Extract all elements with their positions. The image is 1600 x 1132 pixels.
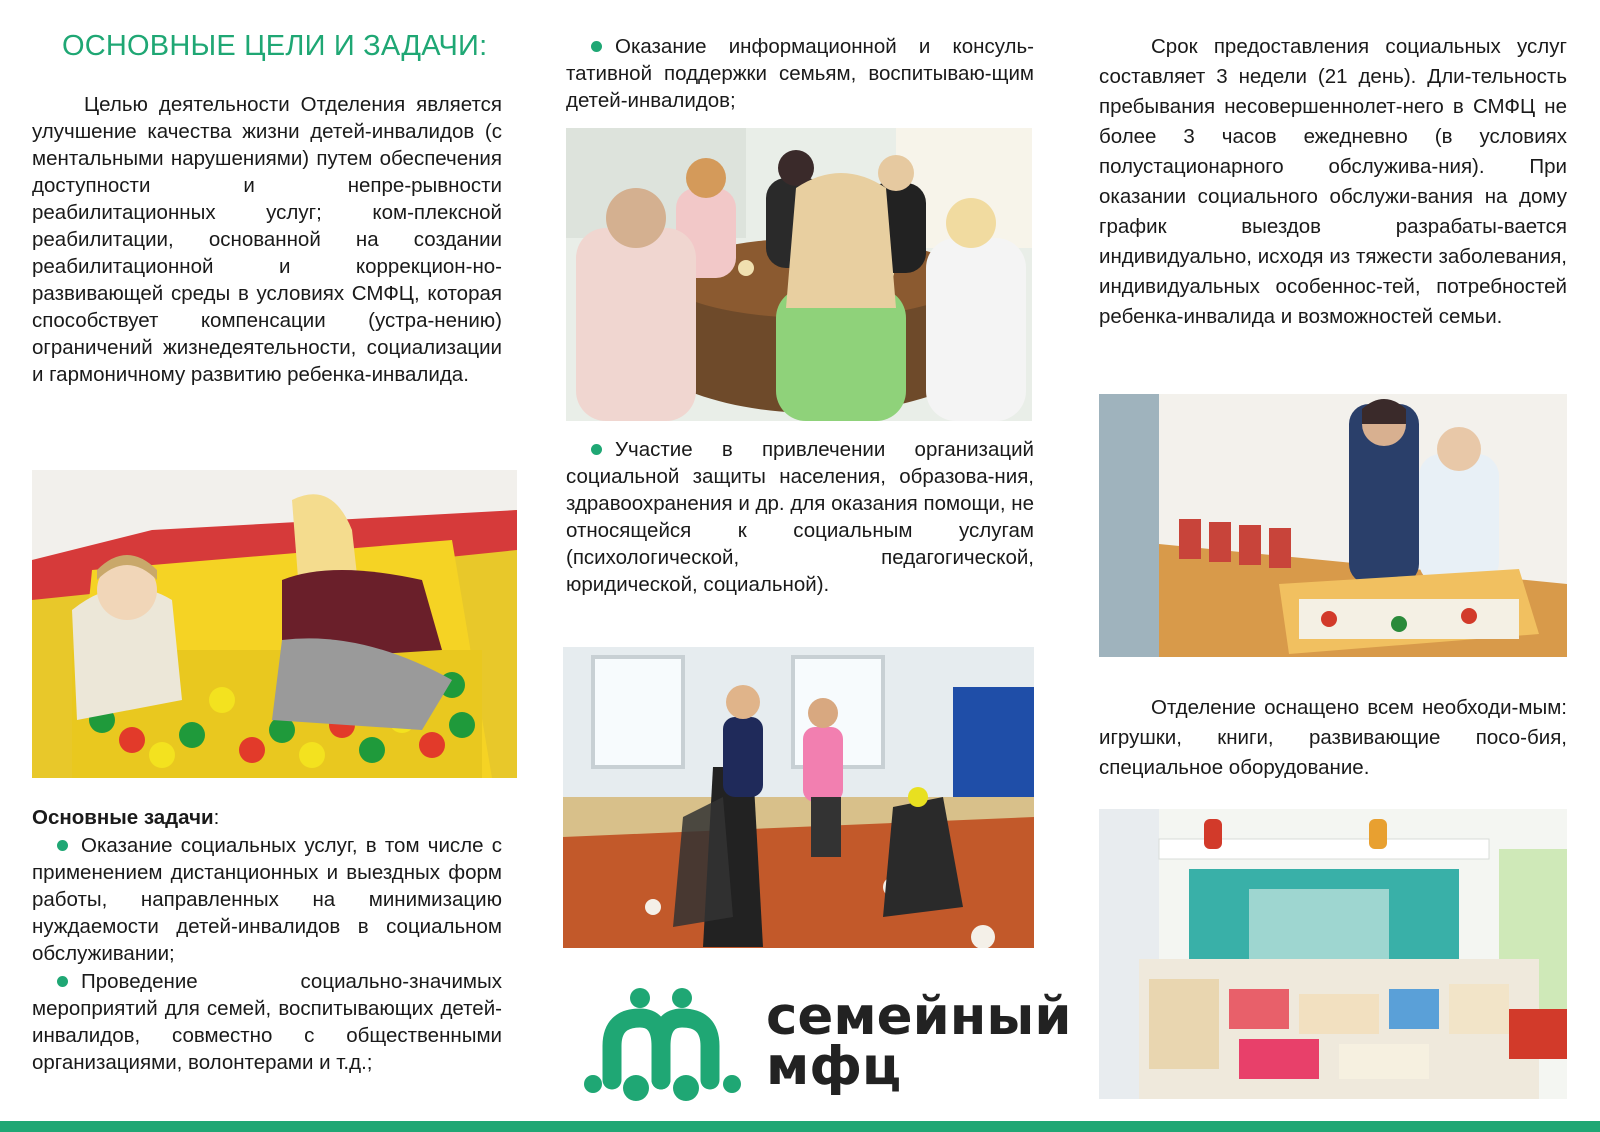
task-3-text: Оказание информационной и консуль-тативной поддержки семьям, воспитываю-щим детей-инвалидов;: [566, 35, 1034, 112]
task-item-2: [32, 968, 502, 1076]
bullet-icon: [591, 444, 602, 455]
logo-line-2: мфц: [766, 1036, 902, 1097]
tasks-label-colon: :: [213, 806, 220, 829]
equipment-paragraph: Отделение оснащено всем необходи-мым: игрушки, книги, развивающие посо-бия, специальное оборудование.: [1099, 696, 1567, 779]
task-item-1: [32, 832, 502, 967]
bullet-icon: [57, 840, 68, 851]
task-item-3: [566, 33, 1034, 114]
task-2-text: Проведение социально-значимых мероприятий для семей, воспитывающих детей-инвалидов, совместно с общественными организациями, волонтерами и т.д.;: [32, 970, 502, 1074]
bottom-accent-bar: [0, 1121, 1600, 1132]
page-heading: ОСНОВНЫЕ ЦЕЛИ И ЗАДАЧИ:: [62, 30, 488, 62]
photo-round-table: [566, 128, 1032, 421]
logo-line-1: семейный: [766, 986, 1072, 1047]
photo-xylophone: [1099, 394, 1567, 657]
task-4-text: Участие в привлечении организаций социальной защиты населения, образова-ния, здравоохранения и др. для оказания помощи, не относящейся к социальным услугам (психологической, педагогической, юридической, социальной).: [566, 438, 1034, 596]
bullet-icon: [591, 41, 602, 52]
goal-paragraph: Целью деятельности Отделения является улучшение качества жизни детей-инвалидов (с ментальными нарушениями) путем обеспечения доступности и непре-рывности реабилитационных услуг; ком-плексной реабилитации, основанной на создании реабилитационной и коррекцион-но-развивающей среды в условиях СМФЦ, которая способствует компенсации (устра-нению) ограничений жизнедеятельности, социализации и гармоничному развитию ребенка-инвалида.: [32, 93, 502, 386]
photo-learning-room: [1099, 809, 1567, 1099]
family-mfc-logo-icon: [584, 988, 754, 1106]
tasks-label: Основные задачи: [32, 806, 214, 829]
task-item-4: [566, 436, 1034, 598]
photo-ball-pit: [32, 470, 517, 778]
task-1-text: Оказание социальных услуг, в том числе с применением дистанционных и выездных форм работы, направленных на минимизацию нуждаемости детей-инвалидов в социальном обслуживании;: [32, 834, 502, 965]
duration-paragraph: Срок предоставления социальных услуг составляет 3 недели (21 день). Дли-тельность пребывания несовершеннолет-него в СМФЦ не более 3 часов ежедневно (в условиях полустационарного обслужива-ния). При оказании социального обслужи-вания на дому график выездов разрабаты-вается индивидуально, исходя из тяжести заболевания, индивидуальных особеннос-тей, потребностей ребенка-инвалида и возможностей семьи.: [1099, 35, 1567, 328]
logo-text: [766, 986, 1072, 1097]
tasks-label-line: [32, 806, 219, 830]
logo: [584, 986, 1072, 1106]
bullet-icon: [57, 976, 68, 987]
photo-gym: [563, 647, 1034, 948]
